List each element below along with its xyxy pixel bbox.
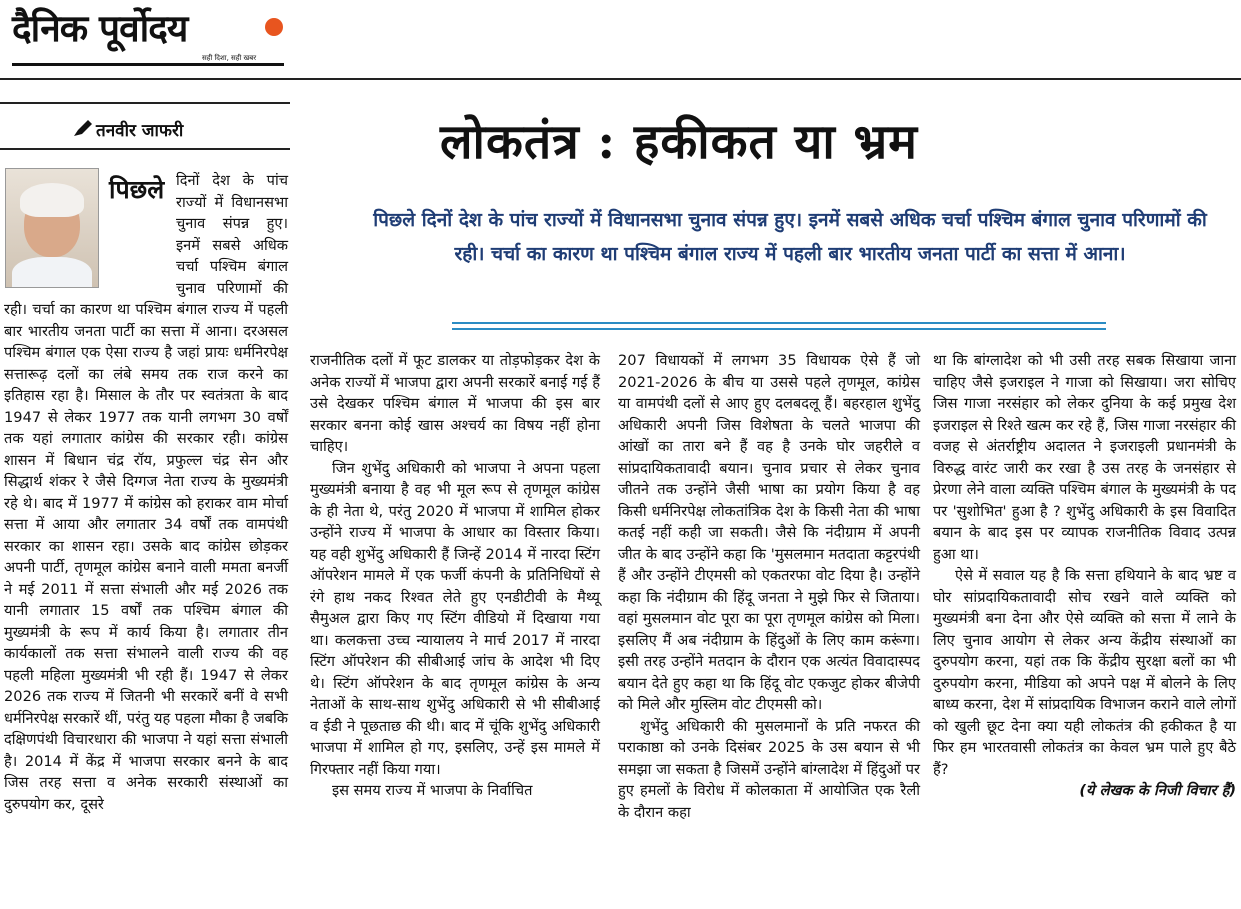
- masthead-logo-dot: [265, 18, 283, 36]
- deck-rule-1: [452, 322, 1106, 324]
- column-3-paragraph-2: शुभेंदु अधिकारी की मुसलमानों के प्रति नफरत की पराकाष्ठा को उनके दिसंबर 2025 के उस बयान से भी समझा जा सकता है जिसमें उन्होंने बांग्लादेश में हिंदुओं पर हुए हमलों के विरोध में कोलकाता में आयोजित एक रैली के दौरान कहा: [618, 717, 920, 821]
- deck-rule-2: [452, 328, 1106, 330]
- author-rule-top: [0, 102, 290, 104]
- author-byline: तनवीर जाफरी: [96, 121, 184, 141]
- column-2-paragraph-1: राजनीतिक दलों में फूट डालकर या तोड़फोड़कर देश के अनेक राज्यों में भाजपा द्वारा अपनी सरकारें बनाई गई हैं उसे देखकर पश्चिम बंगाल में भाजपा की इस बार सरकार बनना कोई खास अश्चर्य का विषय नहीं होना चाहिए।: [310, 352, 600, 455]
- pen-icon: [72, 118, 94, 138]
- column-1-text: दिनों देश के पांच राज्यों में विधानसभा चुनाव संपन्न हुए। इनमें सबसे अधिक चर्चा पश्चिम बंगाल चुनाव परिणामों की रही। चर्चा का कारण था पश्चिम बंगाल राज्य में पहली बार भारतीय जनता पार्टी का सत्ता में आना। दरअसल पश्चिम बंगाल एक ऐसा राज्य है जहां प्रायः धर्मनिरपेक्ष सत्तारूढ़ दलों का लंबे समय तक राज करने का इतिहास रहा है। मिसाल के तौर पर स्वतंत्रता के बाद 1947 से लेकर 1977 तक यानी लगभग 30 वर्षों तक यहां लगातार कांग्रेस की सरकार रही। कांग्रेस शासन में बिधान चंद्र रॉय, प्रफुल्ल चंद्र सेन और सिद्धार्थ शंकर रे जैसे दिग्गज नेता राज्य के मुख्यमंत्री रहे थे। बाद में 1977 में कांग्रेस को हराकर वाम मोर्चा सत्ता में आया और लगातार 34 वर्षों तक वामपंथी सरकार का शासन रहा। उसके बाद कांग्रेस छोड़कर अपनी पार्टी, तृणमूल कांग्रेस बनाने वाली ममता बनर्जी ने मई 2011 में सत्ता संभाली और मई 2026 तक यानी लगातार 15 वर्षों तक पश्चिम बंगाल की मुख्यमंत्री के रूप में कार्य किया है। लगातार तीन कार्यकालों तक सत्ता संभालने वाली राज्य की वह पहली महिला मुख्यमंत्री भी रही हैं। 1947 से लेकर 2026 तक राज्य में जितनी भी सरकारें बनीं वे सभी धर्मनिरपेक्ष सरकारें थीं, परंतु यह पहला मौका है जबकि दक्षिणपंथी विचारधारा की भाजपा ने यहां सत्ता संभाली है। 2014 में केंद्र में भाजपा सरकार बनने के बाद जिस तरह सत्ता व अनेक सरकारी संस्थाओं का दुरुपयोग कर, दूसरे: [4, 172, 288, 813]
- top-divider: [0, 78, 1241, 80]
- column-4-paragraph-2: ऐसे में सवाल यह है कि सत्ता हथियाने के बाद भ्रष्ट व घोर सांप्रदायिकतावादी सोच रखने वाले व्यक्ति को मुख्यमंत्री बना देना और ऐसे व्यक्ति को सत्ता में लाने के लिए चुनाव आयोग से लेकर अन्य केंद्रीय संस्थाओं का दुरुपयोग करना, यहां तक कि केंद्रीय सुरक्षा बलों का भी दुरुपयोग करना, मीडिया को अपने पक्ष में बोलने के लिए बाध्य करना, देश में सांप्रदायिक विभाजन कराने वाले लोगों को खुली छूट देना क्या यही लोकतंत्र की हकीकत है या फिर हम भारतवासी लोकतंत्र का केवल भ्रम पाले हुए बैठे हैं?: [933, 567, 1236, 778]
- article-column-4: [933, 350, 1236, 802]
- masthead-rule: [12, 63, 284, 66]
- summary-deck: पिछले दिनों देश के पांच राज्यों में विधानसभा चुनाव संपन्न हुए। इनमें सबसे अधिक चर्चा पश्चिम बंगाल चुनाव परिणामों की रही। चर्चा का कारण था पश्चिम बंगाल राज्य में पहली बार भारतीय जनता पार्टी का सत्ता में आना।: [373, 209, 1207, 265]
- article-column-3: [618, 350, 920, 823]
- masthead-tagline: सही दिशा, सही खबर: [202, 54, 257, 62]
- author-rule-bottom: [0, 148, 290, 150]
- masthead-title: दैनिक पूर्वोदय: [12, 6, 188, 50]
- column-3-paragraph-1: 207 विधायकों में लगभग 35 विधायक ऐसे हैं जो 2021-2026 के बीच या उससे पहले तृणमूल, कांग्रेस या वामपंथी दलों से आए हुए दलबदलू हैं। बहरहाल शुभेंदु अधिकारी अपनी जिस विशेषता के चलते भाजपा की आंखों का तारा बने हैं वह है उनके घोर जहरीले व सांप्रदायिकतावादी बयान। चुनाव प्रचार से लेकर चुनाव जीतने तक उन्होंने जैसी भाषा का प्रयोग किया है वह किसी धर्मनिरपेक्ष लोकतांत्रिक देश के किसी नेता की भाषा कतई नहीं कही जा सकती। जैसे कि नंदीग्राम में अपनी जीत के बाद उन्होंने कहा कि 'मुसलमान मतदाता कट्टरपंथी हैं और उन्होंने टीएमसी को एकतरफा वोट दिया है। उन्होंने कहा कि नंदीग्राम की हिंदू जनता ने मुझे फिर से जिताया। वहां मुसलमान वोट पूरा का पूरा तृणमूल कांग्रेस को मिला। इसलिए मैं अब नंदीग्राम के हिंदुओं के लिए काम करूंगा। इसी तरह उन्होंने मतदान के दौरान एक अत्यंत विवादास्पद बयान देते हुए कहा था कि हिंदू वोट एकजुट होकर बीजेपी को मिले और मुस्लिम वोट टीएमसी को।: [618, 352, 920, 713]
- masthead: [12, 6, 292, 76]
- column-4-paragraph-1: था कि बांग्लादेश को भी उसी तरह सबक सिखाया जाना चाहिए जैसे इजराइल ने गाजा को सिखाया। जरा सोचिए जिस गाजा नरसंहार को लेकर दुनिया के कई प्रमुख देश इजराइल से रिश्ते खत्म कर रहे हैं, जिस गाजा नरसंहार की वजह से अंतर्राष्ट्रीय अदालत ने इजराइली प्रधानमंत्री के विरुद्ध वारंट जारी कर रखा है उस तरह के जनसंहार से प्रेरणा लेने वाला व्यक्ति पश्चिम बंगाल के मुख्यमंत्री के पद पर 'सुशोभित' हुआ है ? शुभेंदु अधिकारी के इस विवादित बयान के बाद इस पर व्यापक राजनीतिक विवाद उत्पन्न हुआ था।: [933, 352, 1236, 563]
- lead-word: पिछले: [109, 175, 165, 204]
- column-2-paragraph-2: जिन शुभेंदु अधिकारी को भाजपा ने अपना पहला मुख्यमंत्री बनाया है वह भी मूल रूप से तृणमूल कांग्रेस के ही नेता थे, परंतु 2020 में भाजपा में शामिल होकर उन्होंने राज्य में भाजपा के आधार का विस्तार किया। यह वही शुभेंदु अधिकारी हैं जिन्हें 2014 में नारदा स्टिंग ऑपरेशन मामले में एक फर्जी कंपनी के प्रतिनिधियों से रंगे हाथ नकद रिश्वत लेते हुए एनडीटीवी के मैथ्यू सैमुअल द्वारा किए गए स्टिंग वीडियो में दिखाया गया था। कलकत्ता उच्च न्यायालय ने मार्च 2017 में नारदा स्टिंग ऑपरेशन की सीबीआई जांच के आदेश भी दिए थे। स्टिंग ऑपरेशन के बाद तृणमूल कांग्रेस के अन्य नेताओं के साथ-साथ शुभेंदु अधिकारी से भी सीबीआई व ईडी ने पूछताछ की थी। बाद में चूंकि शुभेंदु अधिकारी भाजपा में शामिल हो गए, इसलिए, उन्हें इस मामले में गिरफ्तार नहीं किया गया।: [310, 459, 600, 778]
- author-note: (ये लेखक के निजी विचार हैं): [1079, 782, 1236, 799]
- article-column-1: [4, 170, 288, 815]
- headline: लोकतंत्र : हकीकत या भ्रम: [440, 114, 918, 170]
- column-2-paragraph-3: इस समय राज्य में भाजपा के निर्वाचित: [332, 782, 533, 799]
- article-column-2: [310, 350, 600, 802]
